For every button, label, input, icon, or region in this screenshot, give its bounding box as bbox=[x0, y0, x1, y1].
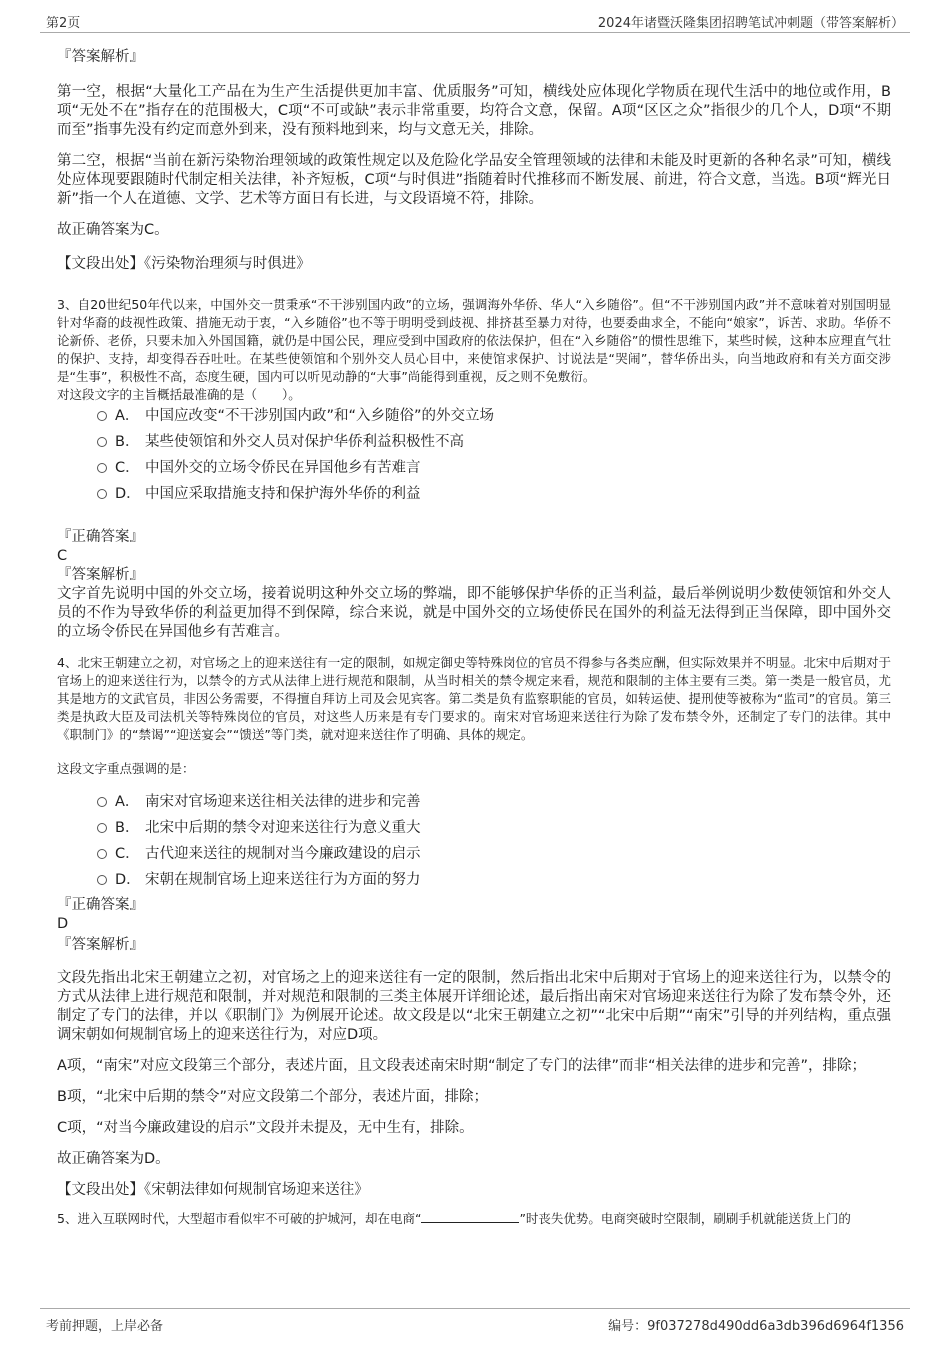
footer-slogan: 考前押题，上岸必备 bbox=[46, 1319, 164, 1334]
q2-analysis-para2: 第二空，根据“当前在新污染物治理领域的政策性规定以及危险化学品安全管理领域的法律和未能及时更新的各种名录”可知，横线处应体现要跟随时代制定相关法律，补齐短板，C项“与时俱进”指随着时代推移而不断发展、前进，符合文意，当选。B项“辉光日新”指一个人在道德、文学、艺术等方面日有长进，与文段语境不符，排除。 bbox=[57, 153, 891, 207]
radio-icon[interactable] bbox=[97, 823, 107, 833]
radio-icon[interactable] bbox=[97, 463, 107, 473]
q3-option-b[interactable]: B． 某些使领馆和外交人员对保护华侨利益积极性不高 bbox=[57, 432, 891, 458]
q2-source: 【文段出处】《污染物治理须与时俱进》 bbox=[57, 256, 311, 272]
page-footer bbox=[40, 1308, 910, 1333]
q3-option-d[interactable]: D． 中国应采取措施支持和保护海外华侨的利益 bbox=[57, 484, 891, 510]
q3-stem: 3、自20世纪50年代以来，中国外交一贯秉承“不干涉别国内政”的立场，强调海外华侨、华人“入乡随俗”。但“不干涉别国内政”并不意味着对别国明显针对华裔的歧视性政策、措施无动于衷，“入乡随俗”也不等于明明受到歧视、排挤甚至暴力对待，也要委曲求全，不能向“娘家”，诉苦、求助。华侨不论新侨、老侨，只要未加入外国国籍，就仍是中国公民，理应受到中国政府的依法保护，但在“入乡随俗”的惯性思维下，某些时候，这种本应理直气壮的保护、支持，却变得吞吞吐吐。在某些使领馆和个别外交人员心目中，来使馆求保护、讨说法是“哭闹”，替华侨出头，向当地政府和有关方面交涉是“生事”，积极性不高，态度生硬，国内可以听见动静的“大事”尚能得到重视，反之则不免敷衍。 bbox=[57, 297, 891, 384]
q4-option-b[interactable]: B． 北宋中后期的禁令对迎来送往行为意义重大 bbox=[57, 818, 891, 844]
q4-option-a[interactable]: A． 南宋对官场迎来送往相关法律的进步和完善 bbox=[57, 792, 891, 818]
q3-option-a[interactable]: A． 中国应改变“不干涉别国内政”和“入乡随俗”的外交立场 bbox=[57, 406, 891, 432]
radio-icon[interactable] bbox=[97, 489, 107, 499]
radio-icon[interactable] bbox=[97, 797, 107, 807]
q3-answer-label: 『正确答案』 bbox=[57, 529, 144, 545]
q4-option-d[interactable]: D． 宋朝在规制官场上迎来送往行为方面的努力 bbox=[57, 870, 891, 896]
q4-question: 这段文字重点强调的是： bbox=[57, 761, 195, 776]
q3-options bbox=[57, 406, 891, 510]
q3-analysis: 文字首先说明中国的外交立场，接着说明这种外交立场的弊端，即不能够保护华侨的正当利益，最后举例说明少数使领馆和外交人员的不作为导致华侨的利益更加得不到保障，综合来说，就是中国外交的立场使侨民在国外的利益无法得到正当保障，即中国外交的立场令侨民在异国他乡有苦难言。 bbox=[57, 586, 891, 640]
page-content bbox=[57, 44, 891, 1228]
q4-answer-label: 『正确答案』 bbox=[57, 897, 144, 913]
q4-conclusion: 故正确答案为D。 bbox=[57, 1151, 170, 1167]
q3-answer: C bbox=[57, 548, 68, 564]
q2-analysis-label: 『答案解析』 bbox=[57, 49, 144, 65]
q3-option-c[interactable]: C． 中国外交的立场令侨民在异国他乡有苦难言 bbox=[57, 458, 891, 484]
q4-option-c[interactable]: C． 古代迎来送往的规制对当今廉政建设的启示 bbox=[57, 844, 891, 870]
q2-analysis-para1: 第一空，根据“大量化工产品在为生产生活提供更加丰富、优质服务”可知，横线处应体现化学物质在现代生活中的地位或作用，B项“无处不在”指存在的范围极大，C项“不可或缺”表示非常重要，均符合文意，保留。A项“区区之众”指很少的几个人，D项“不期而至”指事先没有约定而意外到来，没有预料地到来，均与文意无关，排除。 bbox=[57, 84, 891, 138]
q4-source: 【文段出处】《宋朝法律如何规制官场迎来送往》 bbox=[57, 1182, 369, 1198]
q4-analysis: 文段先指出北宋王朝建立之初，对官场之上的迎来送往有一定的限制，然后指出北宋中后期对于官场上的迎来送往行为，以禁令的方式从法律上进行规范和限制，并对规范和限制的三类主体展开详细论述，最后指出南宋对官场迎来送往行为除了发布禁令外，还制定了专门的法律，并以《职制门》为例展开论述。故文段是以“北宋王朝建立之初”“北宋中后期”“南宋”引导的并列结构，重点强调宋朝如何规制官场上的迎来送往行为，对应D项。 bbox=[57, 970, 891, 1043]
q3-question: 对这段文字的主旨概括最准确的是（ ）。 bbox=[57, 387, 301, 402]
q4-option-b-analysis: B项，“北宋中后期的禁令”对应文段第二个部分，表述片面，排除； bbox=[57, 1089, 488, 1105]
page-header bbox=[40, 10, 910, 33]
q4-options bbox=[57, 792, 891, 896]
q2-conclusion: 故正确答案为C。 bbox=[57, 222, 169, 238]
fill-blank bbox=[421, 1210, 519, 1223]
q3-analysis-label: 『答案解析』 bbox=[57, 567, 144, 583]
radio-icon[interactable] bbox=[97, 437, 107, 447]
q4-analysis-label: 『答案解析』 bbox=[57, 937, 144, 953]
q4-stem: 4、北宋王朝建立之初，对官场之上的迎来送往有一定的限制，如规定御史等特殊岗位的官员不得参与各类应酬，但实际效果并不明显。北宋中后期对于官场上的迎来送往行为，以禁令的方式从法律上进行规范和限制，从当时相关的禁令规定来看，规范和限制的主体主要有三类。第一类是一般官员，尤其是地方的文武官员，非因公务需要，不得擅自拜访上司及会见宾客。第二类是负有监察职能的官员，如转运使、提刑使等被称为“监司”的官员。第三类是执政大臣及司法机关等特殊岗位的官员，对这些人历来是有专门要求的。南宋对官场迎来送往行为除了发布禁令外，还制定了专门的法律。其中《职制门》的“禁谒”“迎送宴会”“馈送”等门类，就对迎来送往作了明确、具体的规定。 bbox=[57, 655, 891, 742]
radio-icon[interactable] bbox=[97, 875, 107, 885]
radio-icon[interactable] bbox=[97, 411, 107, 421]
page-number: 第2页 bbox=[46, 16, 81, 31]
document-code: 编号：9f037278d490dd6a3db396d6964f1356 bbox=[608, 1319, 904, 1334]
q4-option-a-analysis: A项，“南宋”对应文段第三个部分，表述片面，且文段表述南宋时期“制定了专门的法律”而非“相关法律的进步和完善”，排除； bbox=[57, 1058, 866, 1074]
document-title: 2024年诸暨沃隆集团招聘笔试冲刺题（带答案解析） bbox=[597, 16, 904, 31]
radio-icon[interactable] bbox=[97, 849, 107, 859]
q5-stem: 5、进入互联网时代，大型超市看似牢不可破的护城河，却在电商“ ”时丧失优势。电商突破时空限制，刷刷手机就能送货上门的 bbox=[57, 1211, 851, 1226]
q4-option-c-analysis: C项，“对当今廉政建设的启示”文段并未提及，无中生有，排除。 bbox=[57, 1120, 474, 1136]
q4-answer: D bbox=[57, 916, 69, 932]
